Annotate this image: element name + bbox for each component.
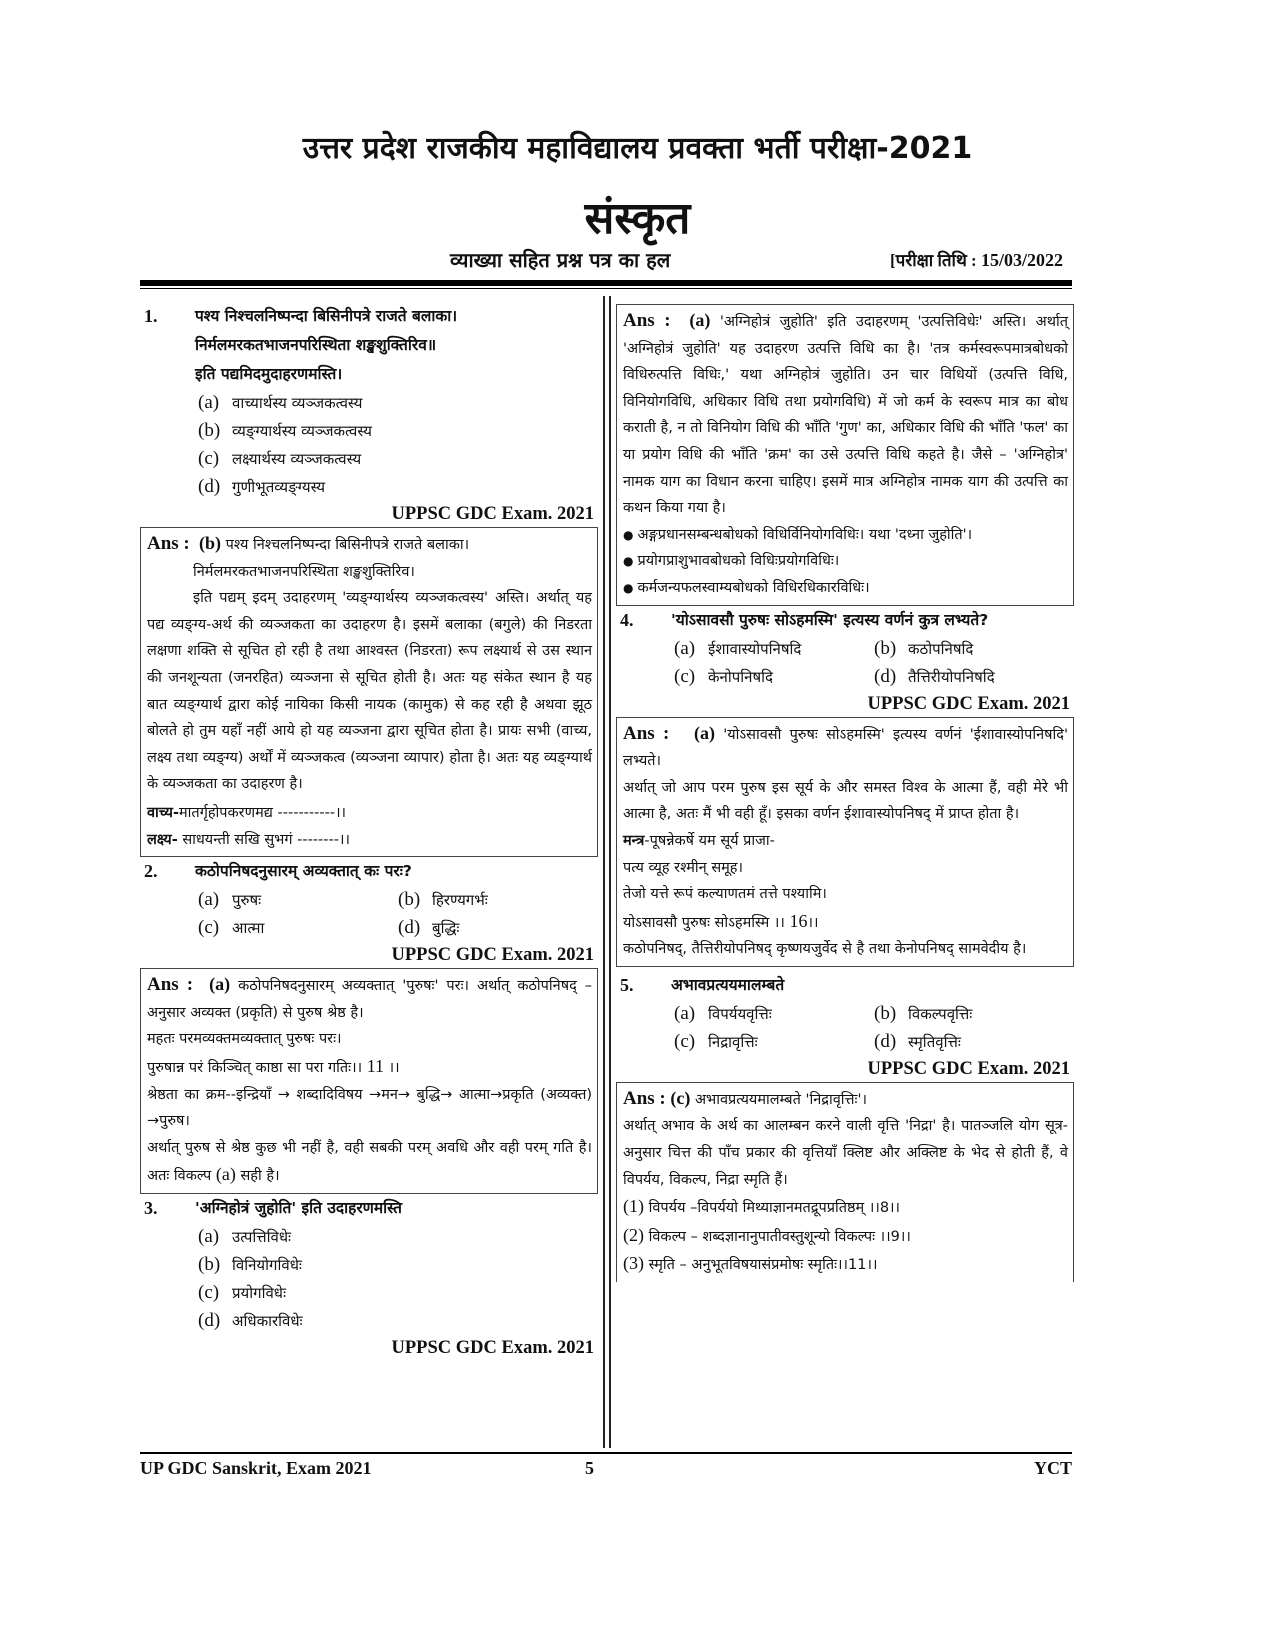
option-label: (a) bbox=[198, 889, 220, 911]
option-text: पुरुषः bbox=[232, 891, 262, 910]
bullet-text: कर्मजन्यफलस्वाम्यबोधको विधिरधिकारविधिः। bbox=[637, 579, 870, 596]
option bbox=[674, 635, 874, 663]
conclusion-text: सही है। bbox=[240, 1168, 280, 1185]
option-label: (d) bbox=[198, 476, 221, 497]
question-2 bbox=[140, 857, 598, 1194]
option bbox=[198, 445, 598, 473]
mantra-line: योऽसावसौ पुरुषः सोऽहमस्मि ।। bbox=[623, 914, 785, 931]
answer-box bbox=[616, 717, 1074, 967]
option bbox=[198, 886, 398, 914]
verse-line: महतः परमव्यक्तमव्यक्तात् पुरुषः परः। bbox=[147, 1031, 342, 1048]
answer-text: 'अग्निहोत्रं जुहोति' इति उदाहरणम् 'उत्पत्तिविधेः' अस्ति। अर्थात् 'अग्निहोत्रं जुहोति' यह उदाहरण उत्पत्ति विधि का है। 'तत्र कर्मस्वरूपमात्रबोधको विधिरुत्पत्ति विधिः,' यथा अग्निहोत्रं जुहोति। उन चार विधियों (उत्पत्ति विधि, विनियोगविधि, अधिकार विधि तथा प्रयोगविधि) में जो कर्म के स्वरूप मात्र का बोध कराती है, न तो विनियोग विधि की भाँति 'गुण' का, अधिकार विधि की भाँति 'फल' का या प्रयोग विधि की भाँति 'क्रम' का उसे उत्पत्ति विधि कहते है। जैसे – 'अग्निहोत्र' नामक याग का विधान करना चाहिए। इसमें मात्र अग्निहोत्र नामक याग की उत्पत्ति का कथन किया गया है। bbox=[623, 314, 1068, 517]
answer-note: कठोपनिषद्, तैत्तिरीयोपनिषद् कृष्णयजुर्वेद से है तथा केनोपनिषद् सामवेदीय है। bbox=[623, 941, 1027, 958]
order-text: श्रेष्ठता का क्रम--इन्द्रियाँ → शब्दादिविषय →मन→ बुद्धि→ आत्मा→प्रकृति (अव्यक्त) →पुरुष। bbox=[147, 1086, 592, 1130]
verse-end: ।। bbox=[388, 1059, 400, 1076]
header-rule-thin bbox=[140, 288, 1072, 289]
option bbox=[874, 635, 1074, 663]
option bbox=[198, 914, 398, 942]
answer-label: Ans : bbox=[623, 1087, 666, 1109]
option bbox=[398, 914, 598, 942]
option-label: (d) bbox=[874, 1030, 897, 1052]
source-tag: UPPSC GDC Exam. 2021 bbox=[867, 1058, 1070, 1079]
option-label: (c) bbox=[198, 1281, 220, 1303]
option-label: (b) bbox=[398, 889, 421, 911]
option-text: निद्रावृत्तिः bbox=[708, 1032, 758, 1051]
footer-rule bbox=[140, 1452, 1072, 1454]
option-label: (d) bbox=[198, 1309, 221, 1331]
source-tag: UPPSC GDC Exam. 2021 bbox=[391, 945, 594, 966]
option bbox=[198, 473, 598, 501]
options-list bbox=[140, 389, 598, 501]
vachya-text: मातर्गृहोपकरणमद्य -----------।। bbox=[179, 804, 347, 821]
answer-option: (c) bbox=[670, 1087, 691, 1108]
option-label: (a) bbox=[198, 392, 220, 413]
option bbox=[198, 389, 598, 417]
option bbox=[674, 1028, 874, 1056]
question-number: 3. bbox=[144, 1197, 158, 1218]
option-text: प्रयोगविधेः bbox=[232, 1283, 287, 1302]
column-divider bbox=[603, 296, 611, 1448]
option-label: (b) bbox=[874, 637, 897, 659]
bullet-text: प्रयोगप्राशुभावबोधको विधिःप्रयोगविधिः। bbox=[637, 553, 840, 570]
answer-text: इति पद्यम् इदम् उदाहरणम् 'व्यङ्ग्यार्थस्य व्यञ्जकत्वस्य' अस्ति। अर्थात् यह पद्य व्यङ्ग्य-अर्थ की व्यञ्जकता का उदाहरण है। इसमें बलाका (बगुले) की निडरता लक्षणा शक्ति से सूचित हो रही है तथा आश्वस्त (निडरता) रूप लक्ष्यार्थ से उस स्थान की जनशून्यता (जनरहित) व्यञ्जना से सूचित होती है। अतः यह संकेत स्थान है यह बात व्यङ्ग्यार्थ द्वारा कोई नायिका किसी नायक (कामुक) से कह रही है अथवा झूठ बोलते हो तुम यहाँ नहीं आये हो यह व्यञ्जना द्वारा सूचित होता है। प्रायः सभी (वाच्य, लक्ष्य तथा व्यङ्ग्य) अर्थों में व्यञ्जकत्व (व्यञ्जना व्यापार) होता है। अतः यह व्यङ्ग्यार्थ के व्यञ्जकता का उदाहरण है। bbox=[147, 590, 592, 793]
answer-box bbox=[140, 968, 598, 1194]
option-text: तैत्तिरीयोपनिषदि bbox=[908, 667, 995, 686]
options-list bbox=[616, 1000, 1074, 1056]
answer-label: Ans : bbox=[623, 722, 670, 744]
left-column bbox=[140, 296, 598, 1361]
bullet-item bbox=[623, 548, 1068, 575]
source-tag: UPPSC GDC Exam. 2021 bbox=[867, 693, 1070, 714]
option-label: (a) bbox=[674, 1002, 696, 1024]
exam-date-label: [परीक्षा तिथि : bbox=[889, 251, 977, 270]
option bbox=[198, 1279, 598, 1307]
option-label: (c) bbox=[674, 665, 696, 687]
option bbox=[874, 1028, 1074, 1056]
answer-box bbox=[616, 1082, 1074, 1282]
exam-date-value: 15/03/2022 bbox=[980, 250, 1063, 270]
option-label: (a) bbox=[198, 1225, 220, 1247]
answer-text: 'योऽसावसौ पुरुषः सोऽहमस्मि' इत्यस्य वर्णनं 'ईशावास्योपनिषदि' लभ्यते। bbox=[623, 726, 1068, 770]
option-label: (d) bbox=[398, 917, 421, 939]
option-label: (c) bbox=[198, 448, 220, 469]
answer-text: अभावप्रत्ययमालम्बते 'निद्रावृत्तिः'। bbox=[694, 1091, 867, 1108]
option-text: विनियोगविधेः bbox=[232, 1255, 302, 1274]
option bbox=[198, 1251, 598, 1279]
item-text: विकल्प – शब्दज्ञानानुपातीवस्तुशून्यो विकल्पः ।।9।। bbox=[648, 1228, 911, 1245]
question-text bbox=[195, 302, 598, 389]
question-1 bbox=[140, 302, 598, 857]
option-text: अधिकारविधेः bbox=[232, 1311, 303, 1330]
answer-label: Ans : bbox=[623, 310, 671, 331]
bullet-text: अङ्गप्रधानसम्बन्धबोधको विधिर्विनियोगविधिः। यथा 'दध्ना जुहोति'। bbox=[637, 526, 973, 543]
option bbox=[398, 886, 598, 914]
page-title: उत्तर प्रदेश राजकीय महाविद्यालय प्रवक्ता भर्ती परीक्षा-2021 bbox=[302, 131, 973, 166]
option-label: (c) bbox=[674, 1030, 696, 1052]
option-text: आत्मा bbox=[232, 919, 265, 938]
lakshya-text: साधयन्ती सखि सुभगं --------।। bbox=[177, 831, 350, 848]
item-number: (2) bbox=[623, 1224, 644, 1245]
page-footer bbox=[140, 1458, 1072, 1479]
question-text: 'योऽसावसौ पुरुषः सोऽहमस्मि' इत्यस्य वर्णनं कुत्र लभ्यते? bbox=[671, 610, 989, 629]
option-text: स्मृतिवृत्तिः bbox=[908, 1032, 961, 1051]
option-text: उत्पत्तिविधेः bbox=[232, 1227, 292, 1246]
mantra-line: पत्य व्यूह रश्मीन् समूह। bbox=[623, 859, 743, 876]
option-text: लक्ष्यार्थस्य व्यञ्जकत्वस्य bbox=[232, 450, 362, 468]
conclusion-text: अर्थात् पुरुष से श्रेष्ठ कुछ भी नहीं है, वही सबकी परम् अवधि और वही परम् गति है। अतः विकल्प bbox=[147, 1139, 592, 1185]
answer-box bbox=[140, 527, 598, 857]
question-3 bbox=[140, 1194, 598, 1361]
question-text: कठोपनिषदनुसारम् अव्यक्तात् कः परः? bbox=[195, 862, 412, 881]
bullet-item bbox=[623, 522, 1068, 549]
option-label: (c) bbox=[198, 917, 220, 939]
options-list bbox=[616, 635, 1074, 691]
option-text: केनोपनिषदि bbox=[708, 667, 773, 686]
subtitle: व्याख्या सहित प्रश्न पत्र का हल bbox=[450, 248, 671, 272]
verse-number: 11 bbox=[366, 1055, 385, 1076]
option-text: गुणीभूतव्यङ्ग्यस्य bbox=[232, 478, 326, 496]
question-number: 2. bbox=[144, 861, 158, 882]
option-text: ईशावास्योपनिषदि bbox=[708, 639, 802, 658]
option bbox=[674, 663, 874, 691]
header-rule bbox=[140, 280, 1072, 286]
lakshya-label: लक्ष्य- bbox=[147, 831, 178, 848]
options-list bbox=[140, 1223, 598, 1335]
option bbox=[198, 1307, 598, 1335]
mantra-end: ।। bbox=[807, 914, 819, 931]
question-number: 4. bbox=[620, 609, 634, 630]
option-label: (d) bbox=[874, 665, 897, 687]
answer-text: अर्थात् अभाव के अर्थ का आलम्बन करने वाली वृत्ति 'निद्रा' है। पातञ्जलि योग सूत्र-अनुसार चित्त की पाँच प्रकार की वृत्तियाँ क्लिष्ट और अक्लिष्ट के भेद से होती हैं, वे विपर्यय, विकल्प, निद्रा स्मृति हैं। bbox=[623, 1118, 1068, 1188]
answer-option: (b) bbox=[198, 533, 221, 553]
option-text: बुद्धिः bbox=[432, 919, 460, 938]
answer-text: कठोपनिषदनुसारम् अव्यक्तात् 'पुरुषः' परः। अर्थात् कठोपनिषद् –अनुसार अव्यक्त (प्रकृति) से पुरुष श्रेष्ठ है। bbox=[147, 978, 593, 1021]
option-text: विकल्पवृत्तिः bbox=[908, 1004, 973, 1023]
answer-text: अर्थात् जो आप परम पुरुष इस सूर्य के और समस्त विश्व के आत्मा हैं, वही मेरे भी आत्मा है, अतः मैं भी वही हूँ। इसका वर्णन ईशावास्योपनिषद् में प्राप्त होता है। bbox=[623, 779, 1068, 823]
option bbox=[674, 1000, 874, 1028]
option-label: (b) bbox=[874, 1002, 897, 1024]
question-line: पश्य निश्चलनिष्पन्दा बिसिनीपत्रे राजते बलाका। bbox=[195, 307, 458, 325]
option-text: व्यङ्ग्यार्थस्य व्यञ्जकत्वस्य bbox=[232, 422, 372, 440]
mantra-line: -पूषन्नेकर्षे यम सूर्य प्राजा- bbox=[644, 832, 775, 849]
question-number: 5. bbox=[620, 974, 634, 995]
footer-left: UP GDC Sanskrit, Exam 2021 bbox=[140, 1458, 372, 1478]
answer-label: Ans : bbox=[147, 974, 194, 996]
option bbox=[198, 417, 598, 445]
bullet-item bbox=[623, 575, 1068, 602]
option bbox=[198, 1223, 598, 1251]
question-4 bbox=[616, 606, 1074, 967]
option-text: वाच्यार्थस्य व्यञ्जकत्वस्य bbox=[232, 394, 363, 412]
source-tag: UPPSC GDC Exam. 2021 bbox=[391, 504, 594, 524]
question-line: निर्मलमरकतभाजनपरिस्थिता शङ्खशुक्तिरिव॥ bbox=[195, 336, 437, 354]
source-tag: UPPSC GDC Exam. 2021 bbox=[391, 1337, 594, 1358]
question-number: 1. bbox=[144, 306, 158, 326]
option bbox=[874, 1000, 1074, 1028]
answer-text: निर्मलमरकतभाजनपरिस्थिता शङ्खशुक्तिरिव। bbox=[193, 563, 415, 580]
option-label: (b) bbox=[198, 420, 221, 441]
exam-date bbox=[890, 248, 1063, 271]
option-label: (b) bbox=[198, 1253, 221, 1275]
item-text: स्मृति – अनुभूतविषयासंप्रमोषः स्मृतिः।।11।। bbox=[648, 1257, 878, 1274]
answer-label: Ans : bbox=[147, 533, 190, 554]
option-text: हिरण्यगर्भः bbox=[432, 891, 488, 910]
item-number: (3) bbox=[623, 1253, 644, 1274]
option-label: (a) bbox=[674, 637, 696, 659]
answer-option: (a) bbox=[689, 310, 711, 330]
footer-right: YCT bbox=[1033, 1458, 1072, 1478]
verse-line: पुरुषान्न परं किञ्चित् काष्ठा सा परा गतिः।। bbox=[147, 1059, 363, 1076]
question-text: 'अग्निहोत्रं जुहोति' इति उदाहरणमस्ति bbox=[195, 1198, 403, 1217]
question-text: अभावप्रत्ययमालम्बते bbox=[671, 975, 785, 994]
options-list bbox=[140, 886, 598, 942]
page-number: 5 bbox=[585, 1458, 594, 1478]
conclusion-option: (a) bbox=[215, 1164, 236, 1185]
item-number: (1) bbox=[623, 1196, 644, 1217]
right-column bbox=[616, 296, 1074, 1282]
mantra-label: मन्त्र bbox=[623, 832, 645, 849]
answer-option: (a) bbox=[209, 974, 231, 995]
question-5 bbox=[616, 971, 1074, 1282]
subject-title: संस्कृत bbox=[584, 193, 691, 244]
item-text: विपर्यय –विपर्ययो मिथ्याज्ञानमतद्रूपप्रतिष्ठम् ।।8।। bbox=[648, 1200, 901, 1217]
option-text: कठोपनिषदि bbox=[908, 639, 974, 658]
option bbox=[874, 663, 1074, 691]
mantra-line: तेजो यत्ते रूपं कल्याणतमं तत्ते पश्यामि। bbox=[623, 886, 827, 903]
answer-text: पश्य निश्चलनिष्पन्दा बिसिनीपत्रे राजते बलाका। bbox=[225, 537, 470, 553]
question-line: इति पद्यमिदमुदाहरणमस्ति। bbox=[195, 365, 343, 383]
mantra-number: 16 bbox=[789, 910, 808, 931]
vachya-label: वाच्य- bbox=[147, 804, 179, 821]
answer-box-q3 bbox=[616, 304, 1074, 606]
answer-option: (a) bbox=[694, 722, 716, 743]
option-text: विपर्ययवृत्तिः bbox=[708, 1004, 772, 1023]
